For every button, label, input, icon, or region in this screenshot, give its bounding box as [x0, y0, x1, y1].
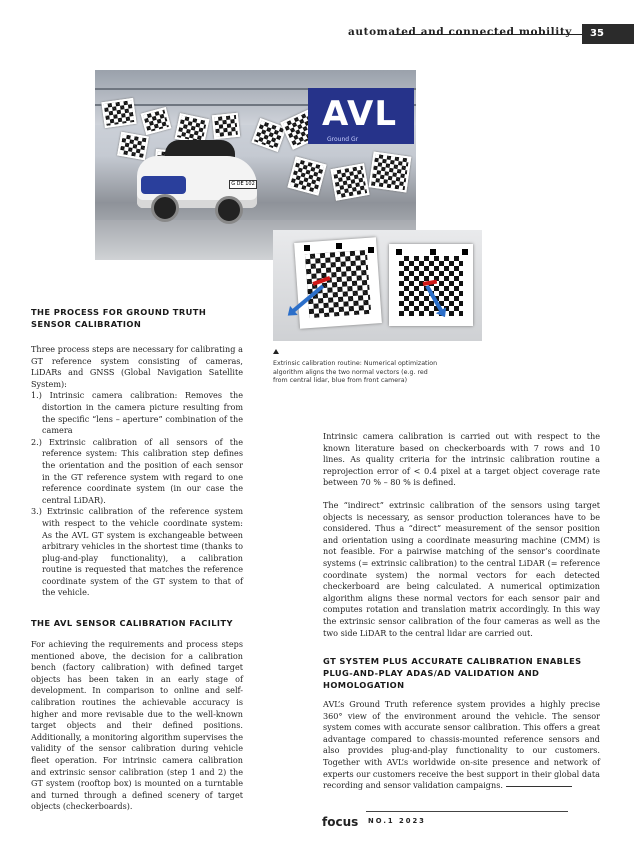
aruco-marker: [461, 248, 469, 256]
end-mark: [506, 786, 572, 787]
aruco-marker: [367, 246, 375, 254]
process-step: 3.) Extrinsic calibration of the reference system with respect to the vehicle coordinate system: As the AVL GT system is exchangeable between arbitrary vehicles in the shortest time (thanks to plug-and-play functionality), a calibration routine is requested that matches the reference coordinate system of the GT system to that of the vehicle.: [31, 506, 243, 598]
left-column: [31, 306, 243, 813]
aruco-marker: [429, 248, 437, 256]
license-plate: G DE 102: [229, 180, 257, 189]
checkerboard-right: [389, 244, 473, 326]
footer-rule: [366, 811, 568, 812]
issue-number: NO.1 2023: [368, 817, 426, 825]
aruco-marker: [335, 242, 343, 250]
aruco-marker: [303, 244, 311, 252]
caption-pointer-icon: [273, 349, 279, 354]
running-header: automated and connected mobility: [347, 26, 572, 38]
vehicle-livery: [141, 176, 186, 194]
front-wheel: [151, 194, 179, 222]
extrinsic-calibration-figure: [273, 230, 482, 341]
banner-subtitle: Ground Gr: [327, 136, 359, 143]
checkerboard-target: [101, 98, 136, 128]
banner-logo: AVL: [322, 94, 397, 134]
checkerboard-target: [369, 152, 412, 193]
extrinsic-paragraph: The “indirect” extrinsic calibration of the sensors using target objects is necessary, as sensor production tolerances have to be considered. Thus a “direct” measurement of the sensor position and orientation using a coordinate measuring machine (CMM) is not feasible. For a pairwise matching of the sensor’s coordinate systems (= extrinsic calibration) to the central LiDAR (= reference coordinate system) the normal vectors for each detected checkerboard are being calculated. A numerical optimization algorithm aligns these normal vectors for each sensor pair and computes rotation and translation matrix accordingly. In this way the extrinsic sensor calibration of the four cameras as well as the two side LiDAR to the central lidar are carried out.: [323, 499, 600, 638]
magazine-brand: focus: [322, 815, 359, 829]
process-step: 2.) Extrinsic calibration of all sensors of the reference system: This calibration step defines the orientation and the position of each sensor in the GT reference system with regard to one reference coordinate system (in our case the central LiDAR).: [31, 436, 243, 505]
aruco-marker: [395, 248, 403, 256]
process-intro: Three process steps are necessary for calibrating a GT reference system consisting of cameras, LiDARs and GNSS (Global Navigation Satellite System):: [31, 344, 243, 389]
intrinsic-paragraph: Intrinsic camera calibration is carried out with respect to the known literature based on checkerboards with 7 rows and 10 lines. As quality criteria for the intrinsic calibration routine a reprojection error of < 0.4 pixel at a target object coverage rate between 70 % – 80 % is defined.: [323, 431, 600, 488]
facility-body: For achieving the requirements and process steps mentioned above, the decision for a calibration bench (factory calibration) with defined target objects has been taken in an early stage of development. In comparison to online and self-calibration routines the achievable accuracy is higher and more revisable due to the well-known target objects and their defined positions. Additionally, a monitoring algorithm supervises the validity of the sensor calibration during vehicle fleet operation. For intrinsic camera calibration and extrinsic sensor calibration (step 1 and 2) the GT system (rooftop box) is mounted on a turntable and turned through a defined scenery of target objects (checkerboards).: [31, 639, 243, 812]
process-steps-list: [31, 390, 243, 599]
rear-wheel: [215, 196, 243, 224]
checkerboard-target: [330, 163, 369, 200]
section-heading-facility: THE AVL SENSOR CALIBRATION FACILITY: [31, 618, 233, 629]
checkerboard-target: [287, 156, 326, 195]
figure-caption: Extrinsic calibration routine: Numerical optimization algorithm aligns the two normal vectors (e.g. red from central lidar, blue from front camera): [273, 360, 438, 385]
page-number: 35: [582, 24, 634, 44]
process-step: 1.) Intrinsic camera calibration: Removes the distortion in the camera picture resulting from the specific “lens – aperture” combination of the camera: [31, 390, 243, 436]
gt-system-paragraph: [323, 699, 600, 792]
gt-system-text: AVL’s Ground Truth reference system provides a highly precise 360° view of the environment around the vehicle. The sensor system comes with accurate sensor calibration. This offers a great advantage compared to chassis-mounted reference sensors and also provides plug-and-play functionality to our customers. Together with AVL’s worldwide on-site presence and network of experts our customers receive the best support in their global data recording and sensor validation campaigns.: [323, 699, 600, 791]
right-column: [323, 431, 600, 792]
section-heading-process: THE PROCESS FOR GROUND TRUTH SENSOR CALIBRATION: [31, 307, 207, 329]
checkerboard-target: [117, 132, 149, 160]
checker-grid: [399, 256, 463, 316]
checkerboard-target: [212, 113, 240, 140]
section-heading-gt-system: GT SYSTEM PLUS ACCURATE CALIBRATION ENABLES PLUG-AND-PLAY ADAS/AD VALIDATION AND HOMOLOGATION: [323, 656, 582, 691]
